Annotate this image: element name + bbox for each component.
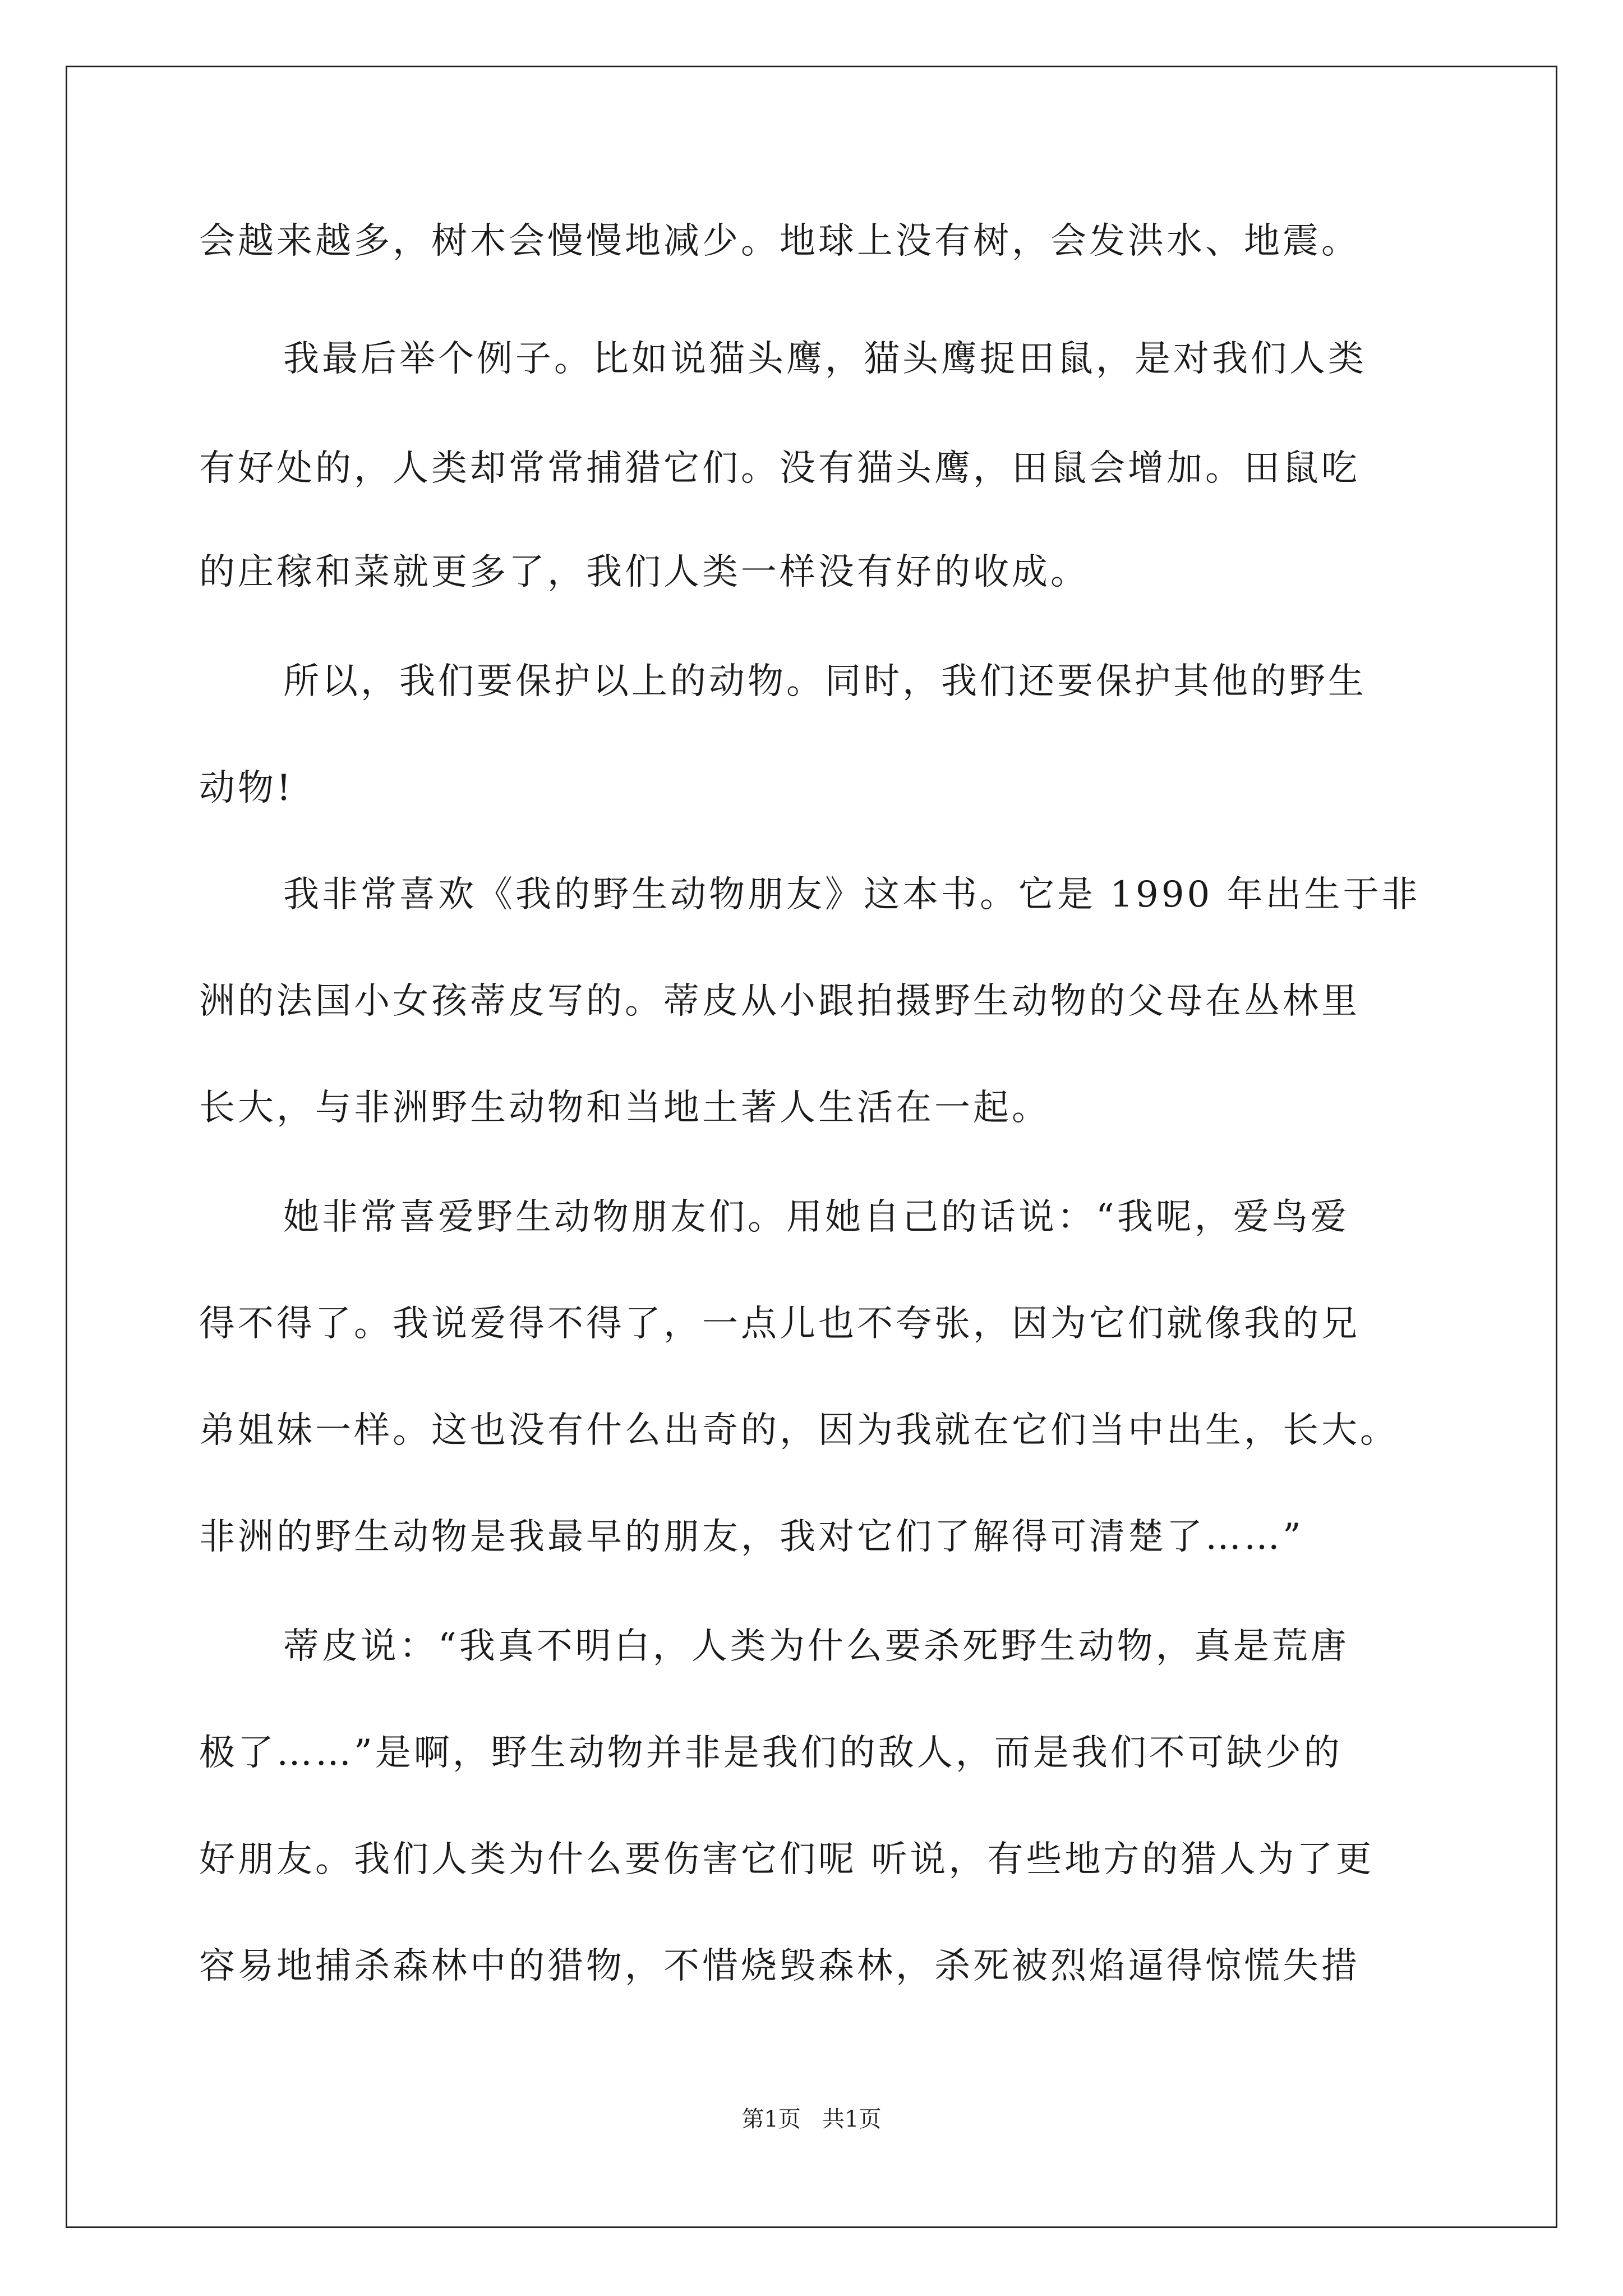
text-line: 我非常喜欢《我的野生动物朋友》这本书。它是 1990 年出生于非 — [283, 874, 1421, 915]
text-line: 非洲的野生动物是我最早的朋友，我对它们了解得可清楚了……” — [199, 1516, 1304, 1558]
text-line: 极了……”是啊，野生动物并非是我们的敌人，而是我们不可缺少的 — [199, 1732, 1343, 1774]
text-line: 所以，我们要保护以上的动物。同时，我们还要保护其他的野生 — [283, 661, 1367, 702]
text-line: 容易地捕杀森林中的猎物，不惜烧毁森林，杀死被烈焰逼得惊慌失措 — [199, 1945, 1360, 1987]
text-line: 洲的法国小女孩蒂皮写的。蒂皮从小跟拍摄野生动物的父母在丛林里 — [199, 981, 1360, 1022]
text-line: 好朋友。我们人类为什么要伤害它们呢 听说，有些地方的猎人为了更 — [199, 1839, 1375, 1880]
text-line: 有好处的，人类却常常捕猎它们。没有猫头鹰，田鼠会增加。田鼠吃 — [199, 448, 1360, 489]
text-line: 得不得了。我说爱得不得了，一点儿也不夸张，因为它们就像我的兄 — [199, 1303, 1360, 1345]
text-line: 我最后举个例子。比如说猫头鹰，猫头鹰捉田鼠，是对我们人类 — [283, 338, 1367, 380]
text-line: 她非常喜爱野生动物朋友们。用她自己的话说：“我呢，爱鸟爱 — [283, 1197, 1349, 1238]
text-line: 的庄稼和菜就更多了，我们人类一样没有好的收成。 — [199, 551, 1089, 593]
text-line: 动物! — [199, 767, 294, 809]
text-line: 弟姐妹一样。这也没有什么出奇的，因为我就在它们当中出生，长大。 — [199, 1410, 1399, 1451]
page-indicator: 第1页 共1页 — [741, 2106, 882, 2132]
text-line: 会越来越多，树木会慢慢地减少。地球上没有树，会发洪水、地震。 — [199, 220, 1360, 262]
text-line: 长大，与非洲野生动物和当地土著人生活在一起。 — [199, 1087, 1050, 1129]
page-frame — [66, 66, 1557, 2228]
text-line: 蒂皮说：“我真不明白，人类为什么要杀死野生动物，真是荒唐 — [283, 1626, 1349, 1667]
